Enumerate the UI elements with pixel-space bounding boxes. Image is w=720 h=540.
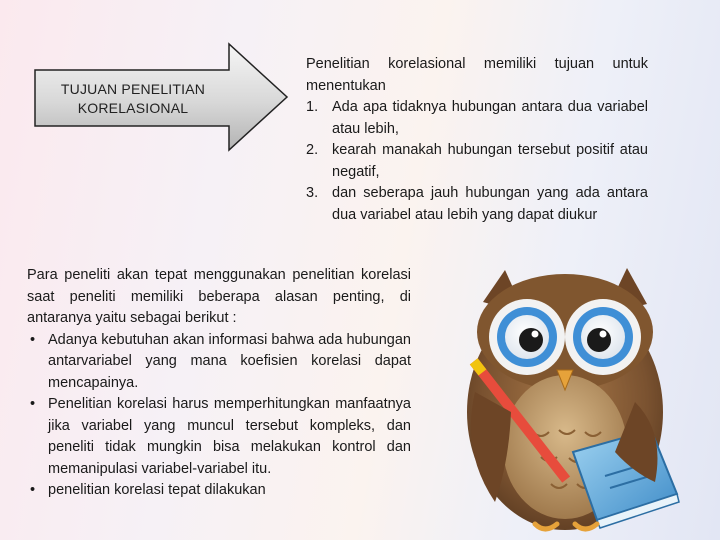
reasons-block (27, 265, 411, 502)
list-item (27, 480, 411, 502)
list-item (306, 183, 648, 226)
list-item-text: dan seberapa jauh hubungan yang ada antara dua variabel atau lebih yang dapat diukur (332, 185, 648, 223)
list-item (306, 140, 648, 183)
list-item (27, 394, 411, 480)
list-number: 1. (306, 99, 319, 115)
reasons-intro: Para peneliti akan tepat menggunakan penelitian korelasi saat peneliti memiliki beberapa alasan penting, di antaranya yaitu sebagai berikut : (27, 267, 411, 326)
arrow-label-line-2: KORELASIONAL (77, 100, 189, 116)
list-item-text: kearah manakah hubungan tersebut positif atau negatif, (332, 142, 648, 180)
list-item-text: Ada apa tidaknya hubungan antara dua variabel atau lebih, (332, 99, 648, 137)
list-item-text: penelitian korelasi tepat dilakukan (48, 482, 266, 498)
reasons-list (27, 330, 411, 502)
bullet-icon: • (30, 396, 36, 412)
arrow-label (40, 80, 226, 118)
goals-intro: Penelitian korelasional memiliki tujuan untuk menentukan (306, 56, 648, 94)
arrow-label-line-1: TUJUAN PENELITIAN (60, 81, 206, 97)
list-item-text: Adanya kebutuhan akan informasi bahwa ada hubungan antarvariabel yang mana koefisien korelasi dapat mencapainya. (48, 331, 411, 391)
goals-block (306, 54, 648, 226)
list-item-text: Penelitian korelasi harus memperhitungkan manfaatnya jika variabel yang muncul tersebut kompleks, dan peneliti tidak mungkin bisa melakukan kontrol dan memanipulasi variabel-variabel itu. (48, 396, 411, 477)
bullet-icon: • (30, 482, 36, 498)
list-number: 3. (306, 185, 319, 201)
list-number: 2. (306, 142, 319, 158)
goals-list (306, 97, 648, 226)
list-item (306, 97, 648, 140)
bullet-icon: • (30, 331, 36, 348)
owl-illustration (455, 262, 690, 537)
list-item (27, 330, 411, 395)
